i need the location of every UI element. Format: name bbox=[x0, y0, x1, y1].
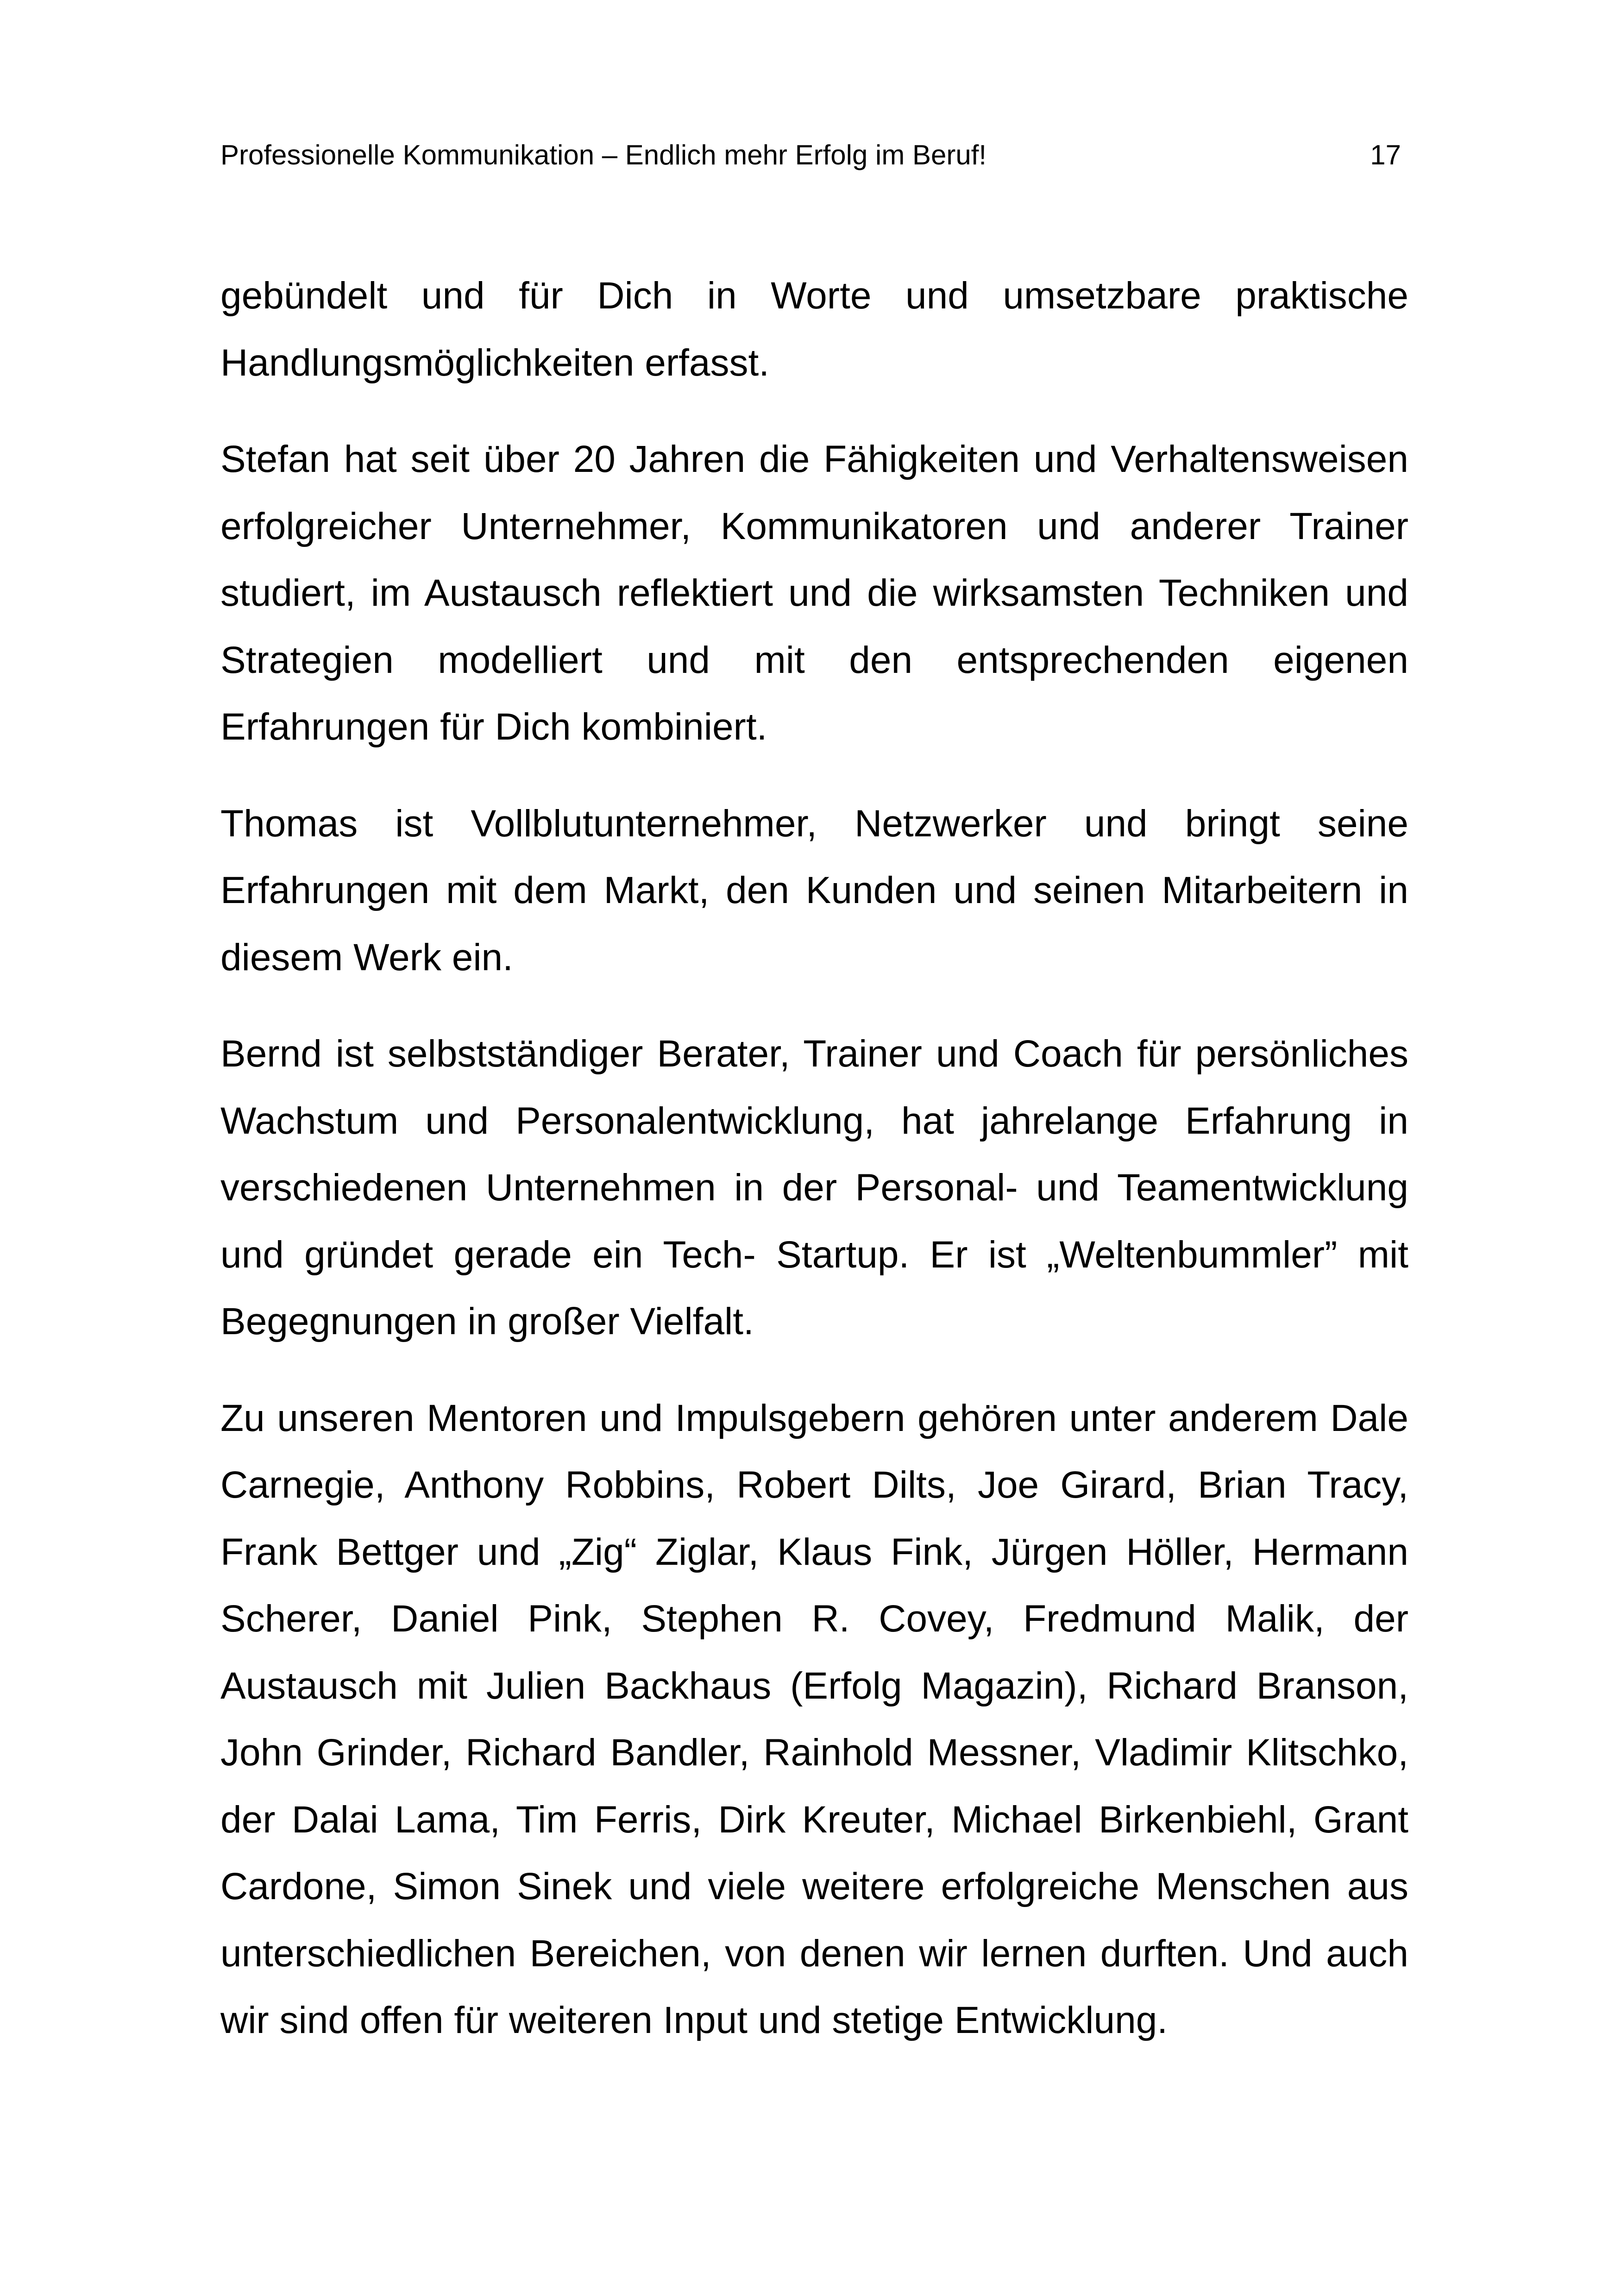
paragraph-mentors: Zu unseren Mentoren und Impulsgebern gehören unter anderem Dale Carnegie, Anthony Robbins, Robert Dilts, Joe Girard, Brian Tracy, Frank Bettger und „Zig“ Ziglar, Klaus Fink, Jürgen Höller, Hermann Scherer, Daniel Pink, Stephen R. Covey, Fredmund Malik, der Austausch mit Julien Backhaus (Erfolg Magazin), Richard Branson, John Grinder, Richard Bandler, Rainhold Messner, Vladimir Klitschko, der Dalai Lama, Tim Ferris, Dirk Kreuter, Michael Birkenbiehl, Grant Cardone, Simon Sinek und viele weitere erfolgreiche Menschen aus unterschiedlichen Bereichen, von denen wir lernen durften. Und auch wir sind offen für weiteren Input und stetige Entwicklung. bbox=[220, 1397, 1408, 2041]
paragraph-thomas: Thomas ist Vollblutunternehmer, Netzwerker und bringt seine Erfahrungen mit dem Markt, den Kunden und seinen Mitarbeitern in diesem Werk ein. bbox=[220, 802, 1408, 979]
running-title: Professionelle Kommunikation – Endlich mehr Erfolg im Beruf! bbox=[220, 139, 987, 170]
paragraph-bernd: Bernd ist selbstständiger Berater, Trainer und Coach für persönliches Wachstum und Personalentwicklung, hat jahrelange Erfahrung in verschiedenen Unternehmen in der Personal- und Teamentwicklung und gründet gerade ein Tech- Startup. Er ist „Weltenbummler” mit Begegnungen in großer Vielfalt. bbox=[220, 1033, 1408, 1342]
running-header bbox=[220, 134, 1408, 176]
paragraph-stefan: Stefan hat seit über 20 Jahren die Fähigkeiten und Verhaltensweisen erfolgreicher Unternehmer, Kommunikatoren und anderer Trainer studiert, im Austausch reflektiert und die wirksamsten Techniken und Strategien modelliert und mit den entsprechenden eigenen Erfahrungen für Dich kombiniert. bbox=[220, 438, 1408, 748]
paragraph-continuation: gebündelt und für Dich in Worte und umsetzbare praktische Handlungsmöglichkeiten erfasst. bbox=[220, 275, 1408, 384]
body-text bbox=[220, 263, 1408, 2084]
page-number: 17 bbox=[1370, 139, 1401, 170]
